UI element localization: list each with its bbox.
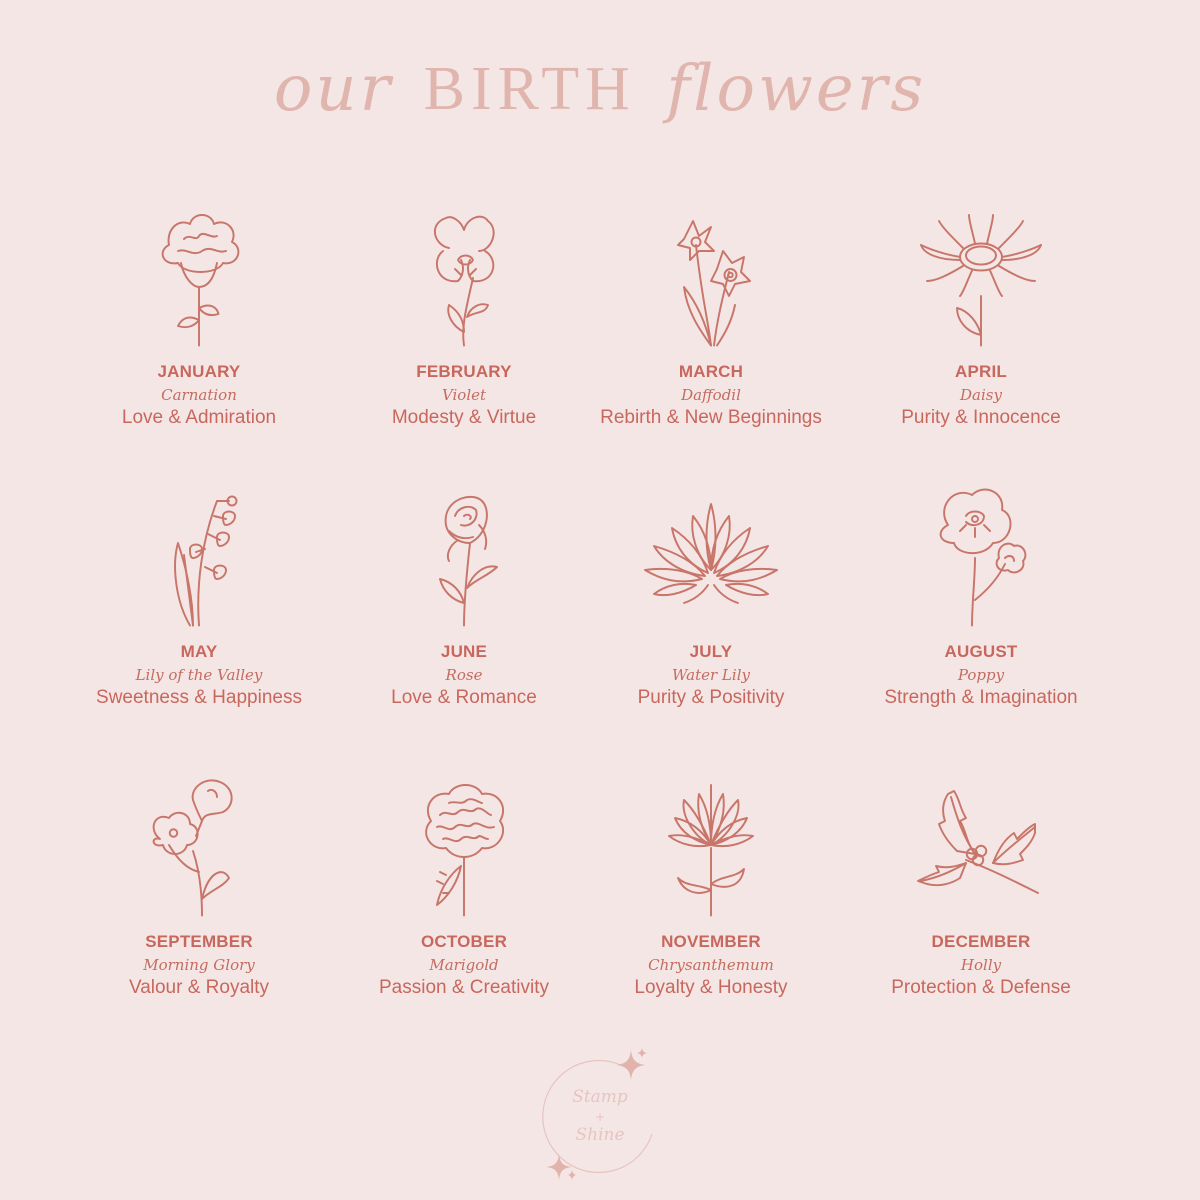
title-flowers: flowers	[666, 52, 927, 126]
month-card-august	[841, 480, 1121, 709]
logo-text-stamp: Stamp	[572, 1087, 628, 1107]
rose-icon	[389, 480, 539, 630]
month-label: APRIL	[955, 362, 1007, 381]
logo-text-plus: +	[594, 1110, 606, 1124]
month-label: JANUARY	[157, 362, 241, 381]
holly-icon	[906, 770, 1056, 920]
flower-name: Violet	[441, 386, 487, 404]
flower-name: Water Lily	[672, 666, 750, 684]
flower-name: Lily of the Valley	[135, 666, 263, 684]
lily-of-the-valley-icon	[124, 480, 274, 630]
chrysanthemum-icon	[636, 770, 786, 920]
sparkle-icon	[614, 1048, 648, 1082]
daffodil-icon	[636, 200, 786, 350]
flower-name: Daffodil	[681, 386, 741, 404]
flower-meaning: Purity & Positivity	[637, 687, 785, 708]
morning-glory-icon	[124, 770, 274, 920]
month-card-february	[324, 200, 604, 429]
flower-name: Morning Glory	[143, 956, 255, 974]
month-label: SEPTEMBER	[145, 932, 253, 951]
poppy-icon	[906, 480, 1056, 630]
month-card-june	[324, 480, 604, 709]
title-birth: BIRTH	[423, 54, 636, 123]
flower-name: Poppy	[957, 666, 1005, 684]
month-label: DECEMBER	[931, 932, 1031, 951]
brand-logo	[534, 1052, 666, 1184]
logo-text-shine: Shine	[575, 1125, 625, 1145]
flower-meaning: Sweetness & Happiness	[96, 687, 302, 708]
flower-meaning: Passion & Creativity	[378, 977, 549, 998]
title-our: our	[273, 52, 394, 126]
marigold-icon	[389, 770, 539, 920]
sparkle-icon	[542, 1150, 576, 1184]
flower-name: Marigold	[429, 956, 499, 974]
month-card-march	[571, 200, 851, 429]
flower-meaning: Love & Romance	[391, 687, 537, 708]
flower-name: Chrysanthemum	[648, 956, 774, 974]
month-label: NOVEMBER	[661, 932, 761, 951]
flower-name: Daisy	[960, 386, 1002, 404]
month-card-may	[59, 480, 339, 709]
month-label: JULY	[689, 642, 733, 661]
violet-icon	[389, 200, 539, 350]
flower-meaning: Valour & Royalty	[128, 977, 270, 998]
month-label: JUNE	[440, 642, 488, 661]
flower-name: Rose	[445, 666, 483, 684]
month-card-january	[59, 200, 339, 429]
carnation-icon	[124, 200, 274, 350]
month-card-april	[841, 200, 1121, 429]
flower-meaning: Loyalty & Honesty	[634, 977, 788, 998]
water-lily-icon	[636, 480, 786, 630]
daisy-icon	[906, 200, 1056, 350]
flower-meaning: Love & Admiration	[121, 407, 277, 428]
month-card-july	[571, 480, 851, 709]
flower-meaning: Purity & Innocence	[901, 407, 1061, 428]
month-label: AUGUST	[944, 642, 1018, 661]
flower-name: Holly	[960, 956, 1002, 974]
month-card-november	[571, 770, 851, 999]
month-label: MARCH	[678, 362, 744, 381]
flower-name: Carnation	[161, 386, 237, 404]
month-card-october	[324, 770, 604, 999]
month-label: MAY	[180, 642, 218, 661]
month-card-december	[841, 770, 1121, 999]
month-label: FEBRUARY	[416, 362, 512, 381]
flower-meaning: Protection & Defense	[891, 977, 1071, 998]
flower-meaning: Rebirth & New Beginnings	[600, 407, 822, 428]
month-label: OCTOBER	[420, 932, 508, 951]
flower-meaning: Modesty & Virtue	[391, 407, 537, 428]
month-card-september	[59, 770, 339, 999]
flower-meaning: Strength & Imagination	[884, 687, 1078, 708]
